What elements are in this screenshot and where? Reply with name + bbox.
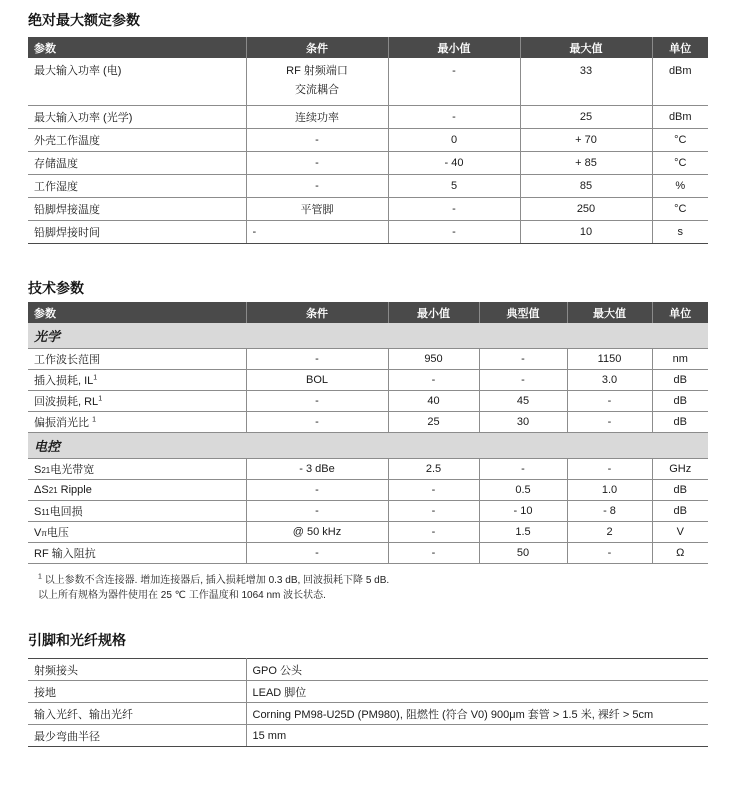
table-row bbox=[28, 681, 708, 703]
footnote-ref: 1 bbox=[93, 374, 98, 382]
cell-typ: 0.5 bbox=[479, 480, 567, 501]
cell-max: - 8 bbox=[567, 501, 652, 522]
cell-param bbox=[28, 480, 246, 501]
param-prefix: V bbox=[34, 527, 42, 539]
absolute-max-table bbox=[28, 37, 708, 244]
param-prefix: S bbox=[34, 506, 42, 518]
cell-min: - bbox=[388, 58, 520, 106]
table-row bbox=[28, 725, 708, 747]
cell-param bbox=[28, 522, 246, 543]
cell-unit: dBm bbox=[652, 106, 708, 129]
param-suffix: 电回损 bbox=[49, 506, 83, 518]
cell-min: - bbox=[388, 480, 479, 501]
cell-min: - bbox=[388, 522, 479, 543]
cell-max: 10 bbox=[520, 221, 652, 244]
cell-max: - bbox=[567, 391, 652, 412]
cell-unit: GHz bbox=[652, 459, 708, 480]
col-header: 条件 bbox=[246, 302, 388, 323]
table-row bbox=[28, 522, 708, 543]
table-header-row bbox=[28, 302, 708, 323]
col-header: 条件 bbox=[246, 37, 388, 58]
cell-min: 40 bbox=[388, 391, 479, 412]
cell-param: 工作波长范围 bbox=[28, 349, 246, 370]
param-text: 偏振消光比 bbox=[34, 417, 89, 429]
cell-param: 铅脚焊接时间 bbox=[28, 221, 246, 244]
footnote-line bbox=[38, 573, 389, 588]
col-header: 单位 bbox=[652, 37, 708, 58]
category-row-electrical bbox=[28, 433, 708, 459]
category-row-optical bbox=[28, 323, 708, 349]
footnote bbox=[38, 573, 389, 603]
cell-max: + 70 bbox=[520, 129, 652, 152]
cell-unit: °C bbox=[652, 129, 708, 152]
param-suffix: 电光带宽 bbox=[50, 464, 95, 476]
cell-min: - bbox=[388, 370, 479, 391]
cell-typ: - bbox=[479, 459, 567, 480]
cell-typ: 30 bbox=[479, 412, 567, 433]
cell-param bbox=[28, 412, 246, 433]
table-row bbox=[28, 459, 708, 480]
cell-label: 最少弯曲半径 bbox=[28, 725, 246, 747]
cell-min: 950 bbox=[388, 349, 479, 370]
cell-typ: 45 bbox=[479, 391, 567, 412]
table-row bbox=[28, 152, 708, 175]
cell-value: LEAD 脚位 bbox=[246, 681, 708, 703]
cell-max: + 85 bbox=[520, 152, 652, 175]
col-header: 单位 bbox=[652, 302, 708, 323]
cell-label: 输入光纤、输出光纤 bbox=[28, 703, 246, 725]
cell-min: - 40 bbox=[388, 152, 520, 175]
cell-unit: s bbox=[652, 221, 708, 244]
cell-param: 存储温度 bbox=[28, 152, 246, 175]
cell-max: 25 bbox=[520, 106, 652, 129]
cell-min: 25 bbox=[388, 412, 479, 433]
table-row bbox=[28, 370, 708, 391]
cell-min: - bbox=[388, 543, 479, 564]
cell-cond: - bbox=[246, 391, 388, 412]
footnote-text: 以上所有规格为器件使用在 25 ℃ 工作温度和 1064 nm 波长状态. bbox=[38, 590, 326, 601]
table-row bbox=[28, 543, 708, 564]
table-row bbox=[28, 480, 708, 501]
cell-max: 250 bbox=[520, 198, 652, 221]
cell-label: 射频接头 bbox=[28, 659, 246, 681]
table-row bbox=[28, 221, 708, 244]
cell-unit: % bbox=[652, 175, 708, 198]
cell-param: 最大输入功率 (电) bbox=[28, 58, 246, 106]
table-row bbox=[28, 106, 708, 129]
cell-unit: dB bbox=[652, 370, 708, 391]
cell-min: - bbox=[388, 221, 520, 244]
cell-max: 85 bbox=[520, 175, 652, 198]
table-row bbox=[28, 659, 708, 681]
cell-unit: dBm bbox=[652, 58, 708, 106]
cond-line: RF 射频端口 bbox=[286, 65, 348, 77]
cell-cond: - bbox=[246, 412, 388, 433]
cell-max: - bbox=[567, 459, 652, 480]
table-header-row bbox=[28, 37, 708, 58]
cell-param bbox=[28, 459, 246, 480]
cell-max: - bbox=[567, 412, 652, 433]
cell-cond: 平管脚 bbox=[246, 198, 388, 221]
table-row bbox=[28, 412, 708, 433]
table-row bbox=[28, 501, 708, 522]
col-header: 参数 bbox=[28, 37, 246, 58]
cell-min: 2.5 bbox=[388, 459, 479, 480]
cell-min: - bbox=[388, 106, 520, 129]
cell-value: GPO 公头 bbox=[246, 659, 708, 681]
section-title-absolute-max: 绝对最大额定参数 bbox=[28, 12, 140, 28]
footnote-line bbox=[38, 588, 389, 603]
tech-params-table bbox=[28, 302, 708, 564]
footnote-text: 以上参数不含连接器. 增加连接器后, 插入损耗增加 0.3 dB, 回波损耗下降 5 dB. bbox=[44, 575, 390, 586]
cell-unit: Ω bbox=[652, 543, 708, 564]
cell-cond: 连续功率 bbox=[246, 106, 388, 129]
col-header: 参数 bbox=[28, 302, 246, 323]
cell-unit: V bbox=[652, 522, 708, 543]
cell-cond: - bbox=[246, 129, 388, 152]
footnote-ref: 1 bbox=[98, 395, 103, 403]
cell-cond: - bbox=[246, 501, 388, 522]
footnote-marker: 1 bbox=[38, 573, 42, 581]
cell-cond: - bbox=[246, 221, 388, 244]
cell-cond bbox=[246, 58, 388, 106]
param-suffix: Ripple bbox=[57, 484, 92, 496]
cell-typ: - 10 bbox=[479, 501, 567, 522]
col-header: 典型值 bbox=[479, 302, 567, 323]
col-header: 最大值 bbox=[567, 302, 652, 323]
table-row bbox=[28, 175, 708, 198]
cell-value: 15 mm bbox=[246, 725, 708, 747]
cell-cond: - 3 dBe bbox=[246, 459, 388, 480]
cell-param bbox=[28, 543, 246, 564]
cell-max: 2 bbox=[567, 522, 652, 543]
cell-min: 0 bbox=[388, 129, 520, 152]
cell-unit: dB bbox=[652, 391, 708, 412]
pin-fiber-table bbox=[28, 658, 708, 747]
param-suffix: 电压 bbox=[46, 527, 69, 539]
param-sub: 21 bbox=[41, 466, 51, 475]
cell-value: Corning PM98-U25D (PM980), 阻燃性 (符合 V0) 900μm 套管 > 1.5 米, 裸纤 > 5cm bbox=[246, 703, 708, 725]
section-title-pin-fiber: 引脚和光纤规格 bbox=[28, 632, 126, 648]
category-label: 电控 bbox=[28, 433, 708, 459]
cell-cond: @ 50 kHz bbox=[246, 522, 388, 543]
col-header: 最大值 bbox=[520, 37, 652, 58]
cell-cond: - bbox=[246, 480, 388, 501]
cell-unit: dB bbox=[652, 480, 708, 501]
cell-max: 3.0 bbox=[567, 370, 652, 391]
cond-line: 交流耦合 bbox=[295, 84, 339, 96]
cell-unit: nm bbox=[652, 349, 708, 370]
cell-typ: 50 bbox=[479, 543, 567, 564]
cell-cond: - bbox=[246, 349, 388, 370]
col-header: 最小值 bbox=[388, 37, 520, 58]
cell-param bbox=[28, 501, 246, 522]
category-label: 光学 bbox=[28, 323, 708, 349]
cell-typ: - bbox=[479, 370, 567, 391]
table-row bbox=[28, 129, 708, 152]
cell-unit: °C bbox=[652, 198, 708, 221]
cell-cond: - bbox=[246, 152, 388, 175]
footnote-ref: 1 bbox=[92, 416, 96, 424]
cell-label: 接地 bbox=[28, 681, 246, 703]
param-sub: π bbox=[41, 529, 47, 538]
param-sub: 11 bbox=[41, 508, 50, 517]
cell-unit: °C bbox=[652, 152, 708, 175]
param-text: 插入损耗, IL bbox=[34, 375, 94, 387]
cell-param bbox=[28, 370, 246, 391]
cell-typ: - bbox=[479, 349, 567, 370]
param-text: 回波损耗, RL bbox=[34, 396, 99, 408]
table-row bbox=[28, 198, 708, 221]
table-row bbox=[28, 391, 708, 412]
table-row bbox=[28, 58, 708, 106]
cell-max: - bbox=[567, 543, 652, 564]
table-row bbox=[28, 349, 708, 370]
cell-min: - bbox=[388, 198, 520, 221]
param-prefix: ΔS bbox=[34, 484, 49, 496]
cell-cond: BOL bbox=[246, 370, 388, 391]
param-sub: 21 bbox=[48, 486, 58, 495]
cell-param: 外壳工作温度 bbox=[28, 129, 246, 152]
table-row bbox=[28, 703, 708, 725]
cell-max: 1150 bbox=[567, 349, 652, 370]
cell-cond: - bbox=[246, 543, 388, 564]
param-prefix: S bbox=[34, 464, 42, 476]
col-header: 最小值 bbox=[388, 302, 479, 323]
section-title-tech-params: 技术参数 bbox=[28, 280, 84, 296]
cell-param: 铅脚焊接温度 bbox=[28, 198, 246, 221]
cell-param bbox=[28, 391, 246, 412]
cell-min: - bbox=[388, 501, 479, 522]
param-prefix: RF 输入阻抗 bbox=[34, 548, 96, 560]
cell-unit: dB bbox=[652, 501, 708, 522]
cell-max: 1.0 bbox=[567, 480, 652, 501]
cell-param: 最大输入功率 (光学) bbox=[28, 106, 246, 129]
cell-typ: 1.5 bbox=[479, 522, 567, 543]
cell-param: 工作湿度 bbox=[28, 175, 246, 198]
cell-max: 33 bbox=[520, 58, 652, 106]
cell-cond: - bbox=[246, 175, 388, 198]
cell-min: 5 bbox=[388, 175, 520, 198]
cell-unit: dB bbox=[652, 412, 708, 433]
